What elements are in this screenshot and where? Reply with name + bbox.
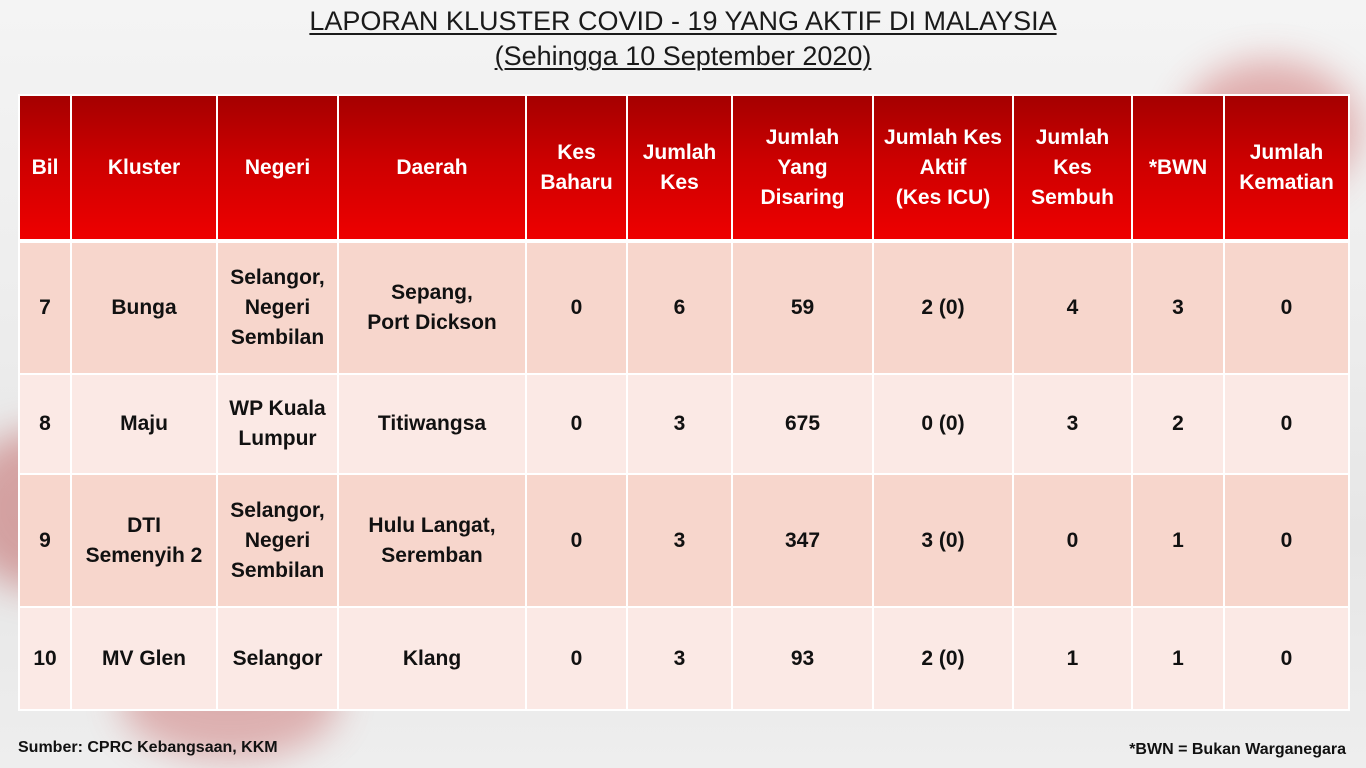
cell-kes-sembuh: 1 <box>1013 607 1132 710</box>
cell-kes-baharu: 0 <box>526 474 627 607</box>
cell-kluster: MV Glen <box>71 607 217 710</box>
cell-jumlah-kes: 3 <box>627 474 732 607</box>
cluster-table <box>18 94 1350 711</box>
cell-kes-baharu: 0 <box>526 374 627 474</box>
cell-kes-baharu: 0 <box>526 607 627 710</box>
cell-kes-aktif: 2 (0) <box>873 607 1013 710</box>
cell-kluster: Maju <box>71 374 217 474</box>
cell-bil: 8 <box>19 374 71 474</box>
cell-bil: 7 <box>19 241 71 374</box>
header-kluster: Kluster <box>71 95 217 241</box>
cell-negeri: Selangor <box>217 607 338 710</box>
cell-daerah: Titiwangsa <box>338 374 526 474</box>
cell-daerah: Klang <box>338 607 526 710</box>
cell-kematian: 0 <box>1224 374 1349 474</box>
cell-bwn: 3 <box>1132 241 1224 374</box>
cell-kluster: Bunga <box>71 241 217 374</box>
cell-bwn: 1 <box>1132 607 1224 710</box>
header-daerah: Daerah <box>338 95 526 241</box>
cell-kes-aktif: 0 (0) <box>873 374 1013 474</box>
source-note: Sumber: CPRC Kebangsaan, KKM <box>18 739 278 756</box>
cell-kes-sembuh: 4 <box>1013 241 1132 374</box>
header-negeri: Negeri <box>217 95 338 241</box>
cell-kes-baharu: 0 <box>526 241 627 374</box>
table-row <box>19 374 1349 474</box>
cell-kes-sembuh: 3 <box>1013 374 1132 474</box>
header-jumlah-disaring: Jumlah Yang Disaring <box>732 95 873 241</box>
cell-kes-sembuh: 0 <box>1013 474 1132 607</box>
cell-negeri: Selangor, Negeri Sembilan <box>217 474 338 607</box>
table-row <box>19 474 1349 607</box>
cell-bwn: 1 <box>1132 474 1224 607</box>
cell-kematian: 0 <box>1224 607 1349 710</box>
header-bil: Bil <box>19 95 71 241</box>
table-row <box>19 607 1349 710</box>
cell-daerah: Hulu Langat, Seremban <box>338 474 526 607</box>
title-line-2: (Sehingga 10 September 2020) <box>494 41 872 71</box>
header-kematian: Jumlah Kematian <box>1224 95 1349 241</box>
cell-negeri: Selangor, Negeri Sembilan <box>217 241 338 374</box>
page-title <box>0 4 1366 74</box>
cell-bil: 9 <box>19 474 71 607</box>
cell-kes-aktif: 2 (0) <box>873 241 1013 374</box>
cell-jumlah-kes: 3 <box>627 607 732 710</box>
cell-bwn: 2 <box>1132 374 1224 474</box>
title-line-1: LAPORAN KLUSTER COVID - 19 YANG AKTIF DI MALAYSIA <box>309 6 1057 36</box>
cell-kluster: DTI Semenyih 2 <box>71 474 217 607</box>
header-kes-aktif: Jumlah Kes Aktif (Kes ICU) <box>873 95 1013 241</box>
cell-bil: 10 <box>19 607 71 710</box>
header-kes-baharu: Kes Baharu <box>526 95 627 241</box>
cell-kematian: 0 <box>1224 241 1349 374</box>
cell-jumlah-kes: 6 <box>627 241 732 374</box>
cell-negeri: WP Kuala Lumpur <box>217 374 338 474</box>
cell-daerah: Sepang, Port Dickson <box>338 241 526 374</box>
cell-kematian: 0 <box>1224 474 1349 607</box>
cell-jumlah-disaring: 347 <box>732 474 873 607</box>
table-row <box>19 241 1349 374</box>
table-header-row <box>19 95 1349 241</box>
header-bwn: *BWN <box>1132 95 1224 241</box>
cell-jumlah-disaring: 93 <box>732 607 873 710</box>
cell-jumlah-kes: 3 <box>627 374 732 474</box>
bwn-legend: *BWN = Bukan Warganegara <box>1129 741 1346 758</box>
header-jumlah-kes: Jumlah Kes <box>627 95 732 241</box>
cell-kes-aktif: 3 (0) <box>873 474 1013 607</box>
cell-jumlah-disaring: 675 <box>732 374 873 474</box>
header-kes-sembuh: Jumlah Kes Sembuh <box>1013 95 1132 241</box>
cell-jumlah-disaring: 59 <box>732 241 873 374</box>
